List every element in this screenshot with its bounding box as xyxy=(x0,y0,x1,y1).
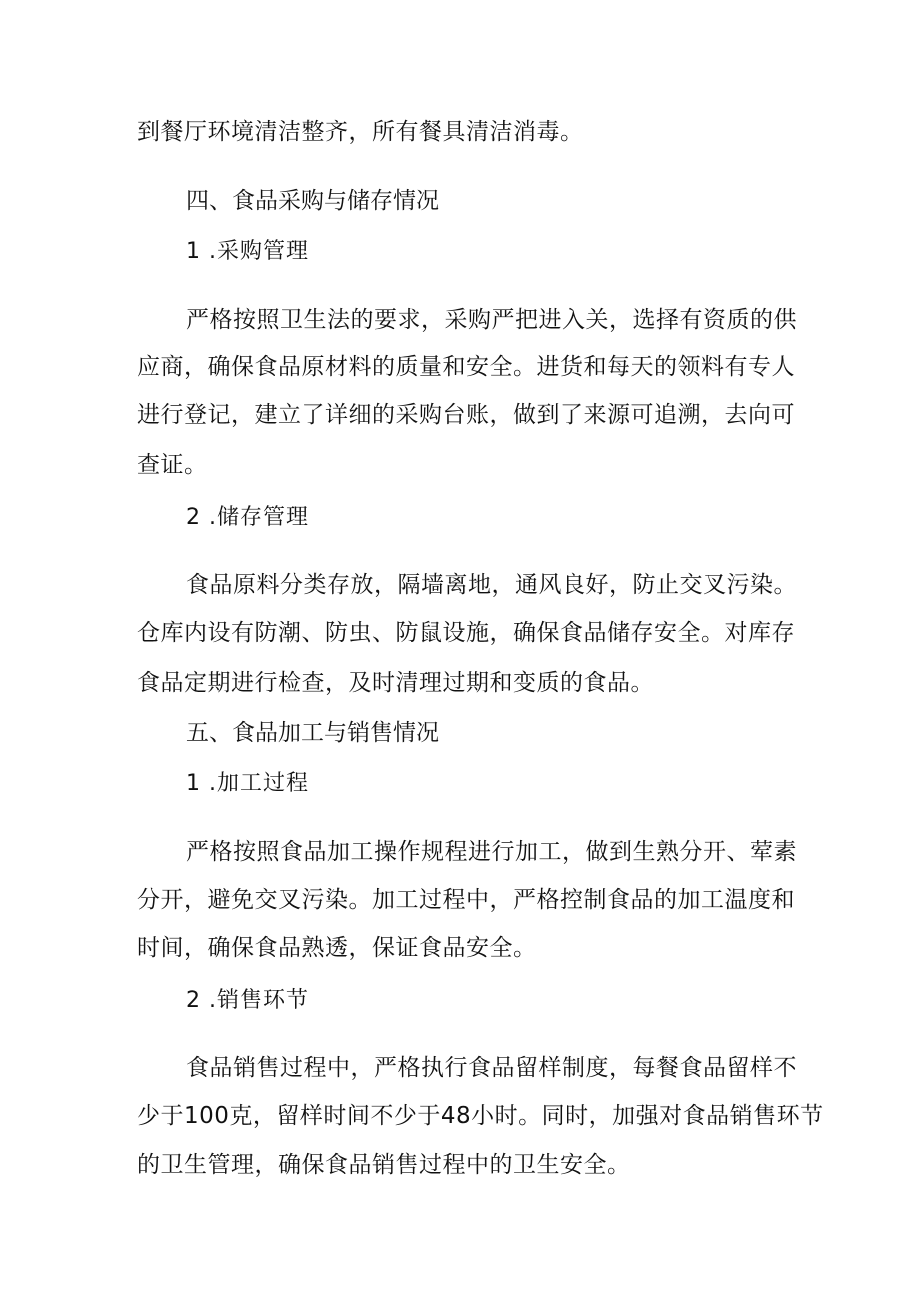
section-heading-processing-sales: 五、食品加工与销售情况 xyxy=(186,720,439,746)
paragraph-line: 仓库内设有防潮、防虫、防鼠设施，确保食品储存安全。对库存 xyxy=(137,620,795,646)
section-heading-procurement-storage: 四、食品采购与储存情况 xyxy=(186,188,439,214)
paragraph-line: 进行登记，建立了详细的采购台账，做到了来源可追溯，去向可 xyxy=(137,402,795,428)
paragraph-line: 少于100克，留样时间不少于48小时。同时，加强对食品销售环节 xyxy=(137,1103,824,1129)
paragraph-line: 严格按照卫生法的要求，采购严把进入关，选择有资质的供 xyxy=(186,307,797,333)
carryover-paragraph-line: 到餐厅环境清洁整齐，所有餐具清洁消毒。 xyxy=(137,119,584,145)
paragraph-line: 严格按照食品加工操作规程进行加工，做到生熟分开、荤素 xyxy=(186,839,797,865)
paragraph-line: 应商，确保食品原材料的质量和安全。进货和每天的领料有专人 xyxy=(137,354,795,380)
subheading-storage: 2 .储存管理 xyxy=(186,505,309,530)
subheading-procurement: 1 .采购管理 xyxy=(186,239,309,264)
paragraph-line: 时间，确保食品熟透，保证食品安全。 xyxy=(137,935,537,961)
paragraph-line: 食品原料分类存放，隔墙离地，通风良好，防止交叉污染。 xyxy=(186,572,797,598)
subheading-processing: 1 .加工过程 xyxy=(186,771,309,796)
paragraph-line: 的卫生管理，确保食品销售过程中的卫生安全。 xyxy=(137,1152,631,1178)
paragraph-line: 食品销售过程中，严格执行食品留样制度，每餐食品留样不 xyxy=(186,1055,797,1081)
subheading-sales: 2 .销售环节 xyxy=(186,988,309,1013)
paragraph-line: 查证。 xyxy=(137,452,208,478)
paragraph-line: 食品定期进行检查，及时清理过期和变质的食品。 xyxy=(137,670,654,696)
paragraph-line: 分开，避免交叉污染。加工过程中，严格控制食品的加工温度和 xyxy=(137,887,795,913)
